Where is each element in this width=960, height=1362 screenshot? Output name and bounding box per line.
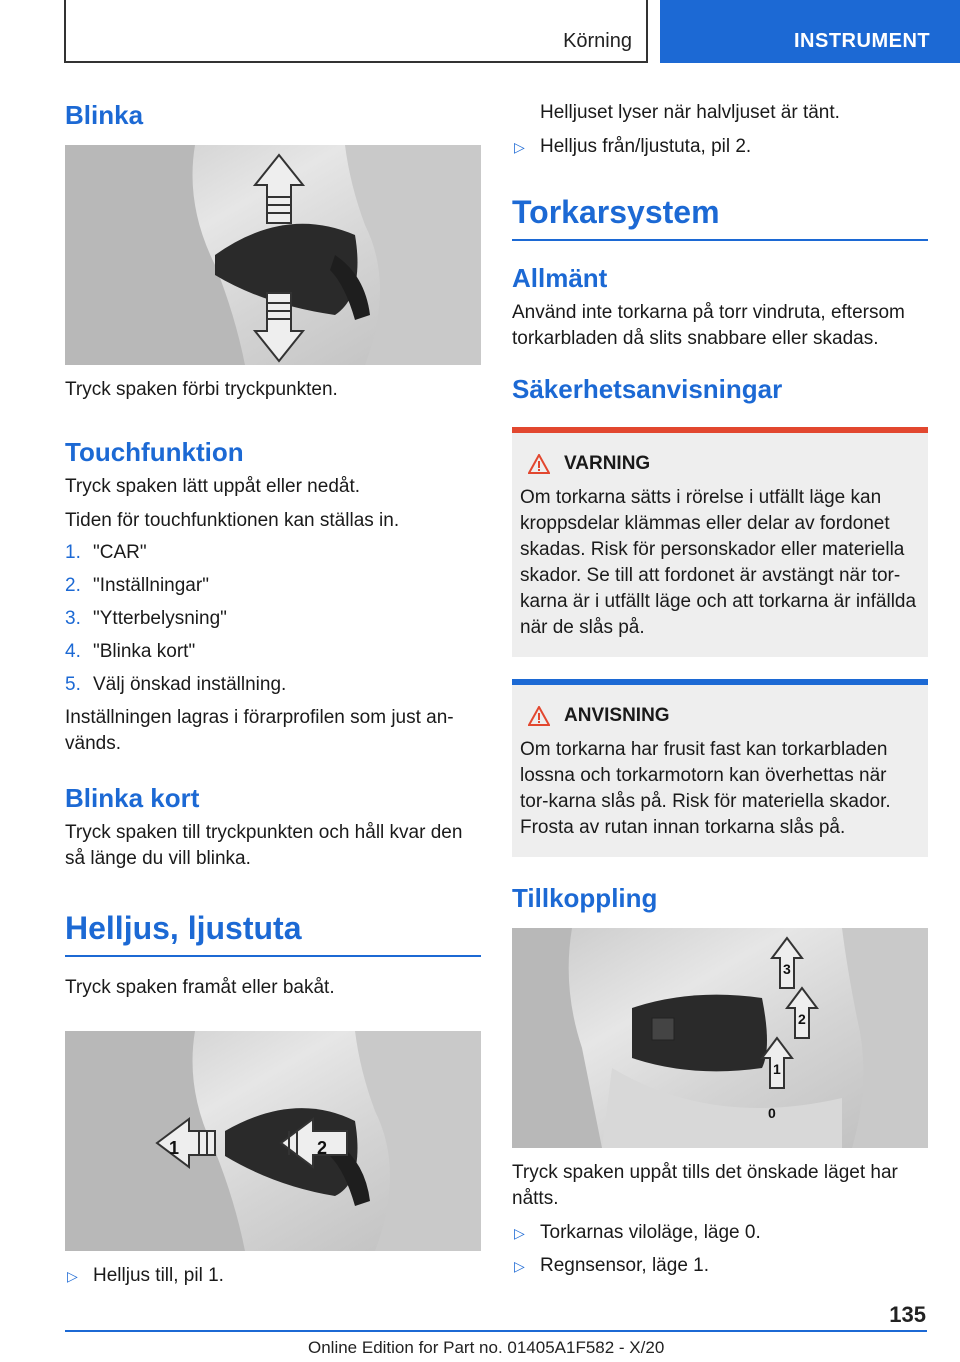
page-number: 135 [889,1302,926,1327]
list-item: 2. "Inställningar" [65,575,209,596]
touch-steps-list [65,540,481,698]
left-column [65,100,481,1296]
list-item: 1. "CAR" [65,542,147,563]
list-item: 5. Välj önskad inställning. [65,674,287,695]
touch-note: Inställningen lagras i förarprofilen som just an-vänds. [65,707,454,754]
wiper-positions-list [512,1220,928,1279]
stalk-blink-figure [65,145,481,365]
tillkoppling-heading: Tillkoppling [512,883,658,913]
blinka-text: Tryck spaken förbi tryckpunkten. [65,379,338,400]
header-section-label: Körning [563,30,632,52]
stalk-highbeam-illustration [65,1031,481,1251]
footer-edition: Online Edition for Part no. 01405A1F582 - X/20 [308,1338,665,1357]
wiper-label-2: 2 [798,1011,806,1027]
list-item: ▷ Regnsensor, läge 1. [512,1253,928,1279]
allmant-text: Använd inte torkarna på torr vindruta, eftersom torkarbladen då slits snabbare eller skadas. [512,302,905,349]
footer-divider [65,1330,927,1332]
header-section-tab [64,0,648,63]
tillkoppling-text: Tryck spaken uppåt tills det önskade läget har nåtts. [512,1162,898,1209]
triangle-bullet-icon: ▷ [67,1268,78,1284]
warning-triangle-icon [528,454,550,474]
triangle-bullet-icon: ▷ [514,1225,525,1241]
list-item: 3. "Ytterbelysning" [65,608,227,629]
notice-text: Om torkarna har frusit fast kan torkarbladen lossna och torkarmotorn kan överhettas när tor-karna slås på. Risk för materiella skador. Frosta av rutan innan torkarna slås på. [520,739,891,838]
touch-text-2: Tiden för touchfunktionen kan ställas in. [65,510,400,531]
blinka-kort-text: Tryck spaken till tryckpunkten och håll kvar den så länge du vill blinka. [65,822,463,869]
allmant-heading: Allmänt [512,263,608,293]
list-item: 4. "Blinka kort" [65,641,196,662]
notice-title: ANVISNING [528,705,920,727]
wiper-stalk-illustration [512,928,928,1148]
list-item: ▷ Helljus till, pil 1. [65,1263,481,1289]
helljus-heading: Helljus, ljustuta [65,910,481,957]
warning-text: Om torkarna sätts i rörelse i utfällt läge kan kroppsdelar klämmas eller delar av fordonet skadas. Risk för personskador eller materiella skador. Se till att fordonet är avstängt när tor-karna är i utfällt läge och att torkarna är infällda när de slås på. [520,487,917,638]
header-chapter-tab [660,0,960,63]
figure-label-2: 2 [317,1138,328,1158]
wiper-stalk-figure [512,928,928,1148]
list-item: ▷ Helljus från/ljustuta, pil 2. [512,134,928,160]
highbeam-list-left [65,1263,481,1289]
blinka-heading: Blinka [65,100,144,130]
warning-box [512,427,928,657]
safety-heading: Säkerhetsanvisningar [512,374,783,404]
touch-heading: Touchfunktion [65,437,244,467]
notice-box [512,679,928,857]
notice-triangle-icon [528,706,550,726]
touch-text-1: Tryck spaken lätt uppåt eller nedåt. [65,476,361,497]
stalk-highbeam-figure [65,1031,481,1251]
wiper-label-3: 3 [783,961,791,977]
blinka-kort-heading: Blinka kort [65,783,200,813]
torkarsystem-heading: Torkarsystem [512,194,928,241]
wiper-label-1: 1 [773,1061,781,1077]
triangle-bullet-icon: ▷ [514,1258,525,1274]
list-item: ▷ Torkarnas viloläge, läge 0. [512,1220,928,1246]
triangle-bullet-icon: ▷ [514,139,525,155]
figure-label-1: 1 [169,1138,180,1158]
helljus-text: Tryck spaken framåt eller bakåt. [65,977,335,998]
wiper-label-0: 0 [768,1105,776,1121]
header-chapter-label: INSTRUMENT [794,30,931,52]
highbeam-list-right [512,134,928,160]
stalk-blink-illustration [65,145,481,365]
warning-title: VARNING [528,453,920,475]
right-column [512,100,928,1286]
helljus-continued: Helljuset lyser när halvljuset är tänt. [540,102,840,123]
